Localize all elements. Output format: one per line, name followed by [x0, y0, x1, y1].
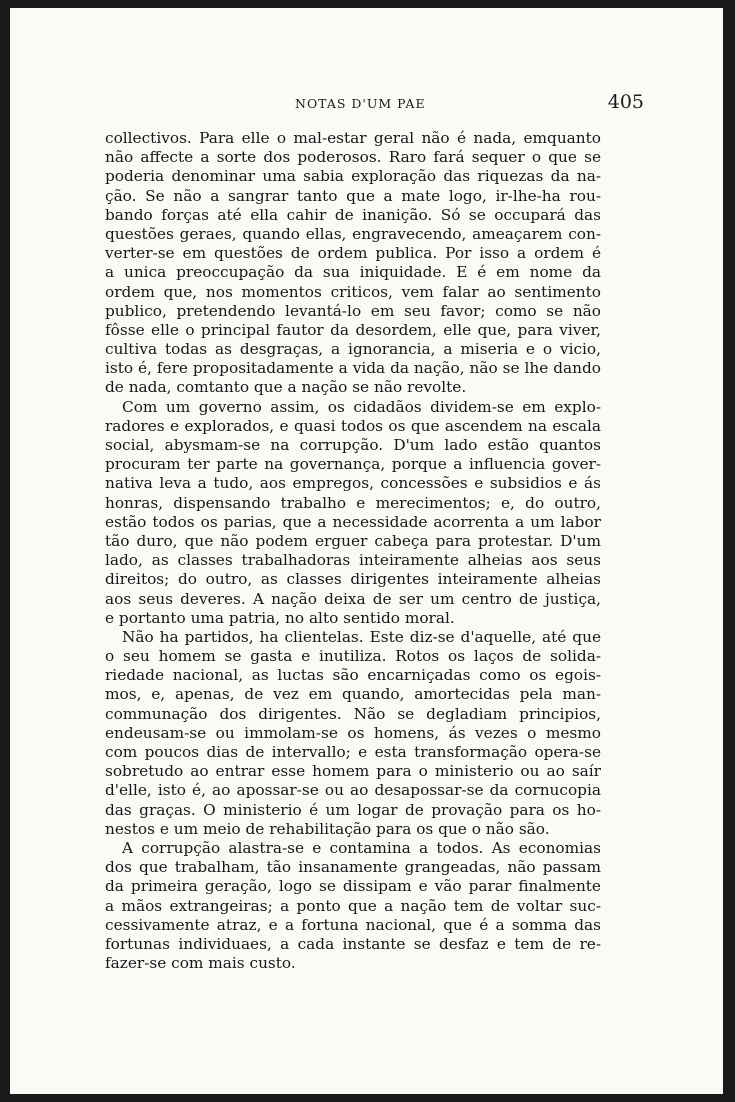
text-line: lado, as classes trabalhadoras inteiramente alheias aos seus [105, 551, 601, 570]
text-line: fôsse elle o principal fautor da desordem, elle que, para viver, [105, 320, 601, 339]
text-line: verter-se em questões de ordem publica. Por isso a ordem é [105, 244, 601, 263]
text-line: radores e explorados, e quasi todos os que ascendem na escala [105, 416, 601, 435]
paragraph [105, 628, 601, 839]
text-line: a mãos extrangeiras; a ponto que a nação tem de voltar suc- [105, 896, 601, 915]
text-line: com poucos dias de intervallo; e esta transformação opera-se [105, 743, 601, 761]
paragraph [105, 839, 601, 973]
text-line: nativa leva a tudo, aos empregos, concessões e subsidios e ás [105, 474, 601, 493]
page-header [105, 91, 648, 118]
text-line: de nada, comtanto que a nação se não revolte. [105, 378, 467, 397]
text-line: cessivamente atraz, e a fortuna nacional, que é a somma das [105, 915, 601, 934]
text-line: o seu homem se gasta e inutiliza. Rotos os laços de solida- [105, 647, 601, 666]
text-line: não affecte a sorte dos poderosos. Raro fará sequer o que se [105, 148, 601, 167]
text-line: questões geraes, quando ellas, engravecendo, ameaçarem con- [105, 224, 601, 243]
text-line: estão todos os parias, que a necessidade acorrenta a um labor [105, 512, 601, 531]
text-line: cultiva todas as desgraças, a ignorancia, a miseria e o vicio, [105, 340, 601, 359]
text-line: poderia denominar uma sabia exploração das riquezas da na- [105, 167, 601, 186]
text-line: fazer-se com mais custo. [105, 954, 296, 973]
text-line: honras, dispensando trabalho e merecimentos; e, do outro, [105, 493, 601, 512]
text-line: direitos; do outro, as classes dirigentes inteiramente alheias [105, 570, 601, 589]
text-line: nestos e um meio de rehabilitação para os que o não são. [105, 819, 550, 838]
page-number: 405 [607, 91, 644, 113]
text-line: fortunas individuaes, a cada instante se desfaz e tem de re- [105, 934, 601, 953]
text-line: isto é, fere propositadamente a vida da nação, não se lhe dando [105, 359, 601, 378]
body-text [105, 129, 601, 973]
text-line: Não ha partidos, ha clientelas. Este diz-se d'aquelle, até que [122, 627, 601, 646]
text-line: publico, pretendendo levantá-lo em seu favor; como se não [105, 301, 601, 320]
text-line: endeusam-se ou immolam-se os homens, ás vezes o mesmo [105, 723, 601, 742]
text-line: communação dos dirigentes. Não se degladiam principios, [105, 704, 601, 723]
text-line: Com um governo assim, os cidadãos dividem-se em explo- [122, 397, 601, 416]
text-line: e portanto uma patria, no alto sentido moral. [105, 608, 455, 627]
text-line: A corrupção alastra-se e contamina a todos. As economias [122, 838, 601, 857]
text-line: ção. Se não a sangrar tanto que a mate logo, ir-lhe-ha rou- [105, 186, 601, 205]
text-line: dos que trabalham, tão insanamente grangeadas, não passam [105, 858, 601, 877]
book-page [10, 8, 723, 1094]
text-line: collectivos. Para elle o mal-estar geral não é nada, emquanto [105, 129, 601, 147]
running-head: NOTAS D'UM PAE [295, 96, 426, 111]
text-line: sobretudo ao entrar esse homem para o ministerio ou ao saír [105, 762, 601, 781]
text-line: d'elle, isto é, ao apossar-se ou ao desapossar-se da cornucopia [105, 781, 601, 800]
text-line: bando forças até ella cahir de inanição. Só se occupará das [105, 205, 601, 224]
text-line: social, abysmam-se na corrupção. D'um lado estão quantos [105, 436, 601, 454]
text-line: das graças. O ministerio é um logar de provação para os ho- [105, 800, 601, 819]
text-line: riedade nacional, as luctas são encarniçadas como os egois- [105, 666, 601, 685]
paragraph [105, 129, 601, 398]
text-line: tão duro, que não podem erguer cabeça para protestar. D'um [105, 531, 601, 550]
text-line: ordem que, nos momentos criticos, vem falar ao sentimento [105, 282, 601, 301]
paragraph [105, 398, 601, 628]
text-line: procuram ter parte na governança, porque a influencia gover- [105, 455, 601, 474]
text-line: da primeira geração, logo se dissipam e vão parar finalmente [105, 877, 601, 896]
text-line: a unica preoccupação da sua iniquidade. E é em nome da [105, 263, 601, 282]
text-line: mos, e, apenas, de vez em quando, amortecidas pela man- [105, 685, 601, 704]
text-line: aos seus deveres. A nação deixa de ser um centro de justiça, [105, 589, 601, 608]
